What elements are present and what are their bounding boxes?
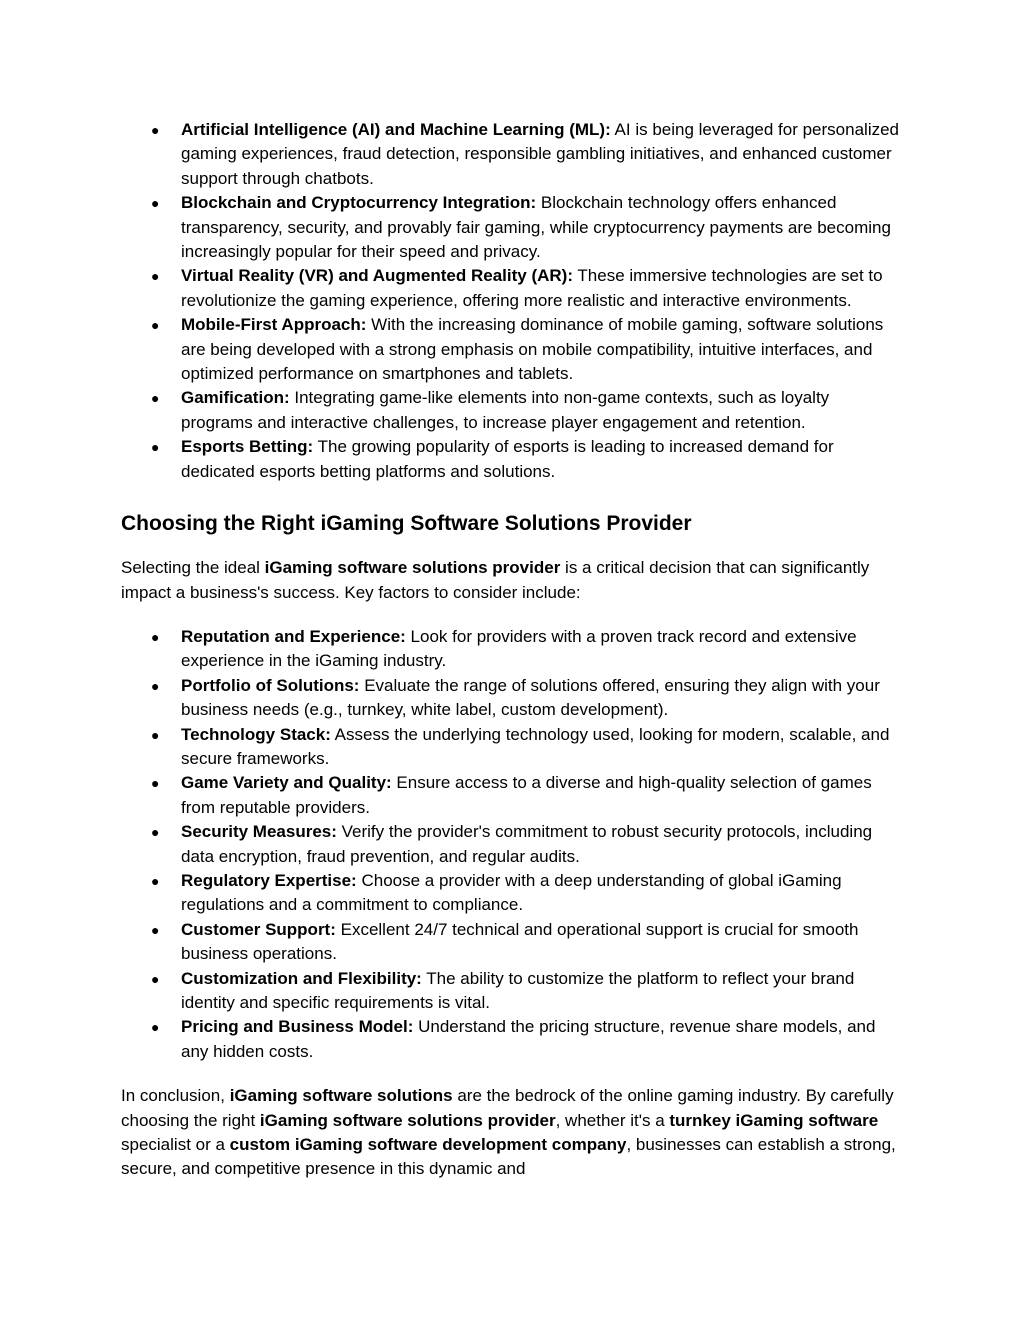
item-text: Understand the pricing structure, revenue share models, and any hidden costs. xyxy=(181,1017,876,1061)
list-item xyxy=(121,386,901,435)
list-item xyxy=(121,118,901,191)
bullet-icon: ● xyxy=(151,390,160,407)
bullet-icon: ● xyxy=(151,317,160,334)
bullet-icon: ● xyxy=(151,195,160,212)
item-text: Look for providers with a proven track record and extensive experience in the iGaming industry. xyxy=(181,626,857,671)
conclusion-text: are the bedrock of the online gaming industry. By carefully choosing the right xyxy=(121,1086,894,1130)
conclusion-bold: iGaming software solutions provider xyxy=(259,1110,556,1130)
list-item xyxy=(121,918,901,967)
bullet-icon: ● xyxy=(151,439,160,456)
item-term: Technology Stack: xyxy=(181,724,331,744)
item-text: Evaluate the range of solutions offered, ensuring they align with your business needs (e.g., turnkey, white label, custom development). xyxy=(181,675,880,720)
item-term: Portfolio of Solutions: xyxy=(181,675,360,695)
item-term: Mobile-First Approach: xyxy=(181,315,367,335)
bullet-icon: ● xyxy=(151,775,160,792)
bullet-icon: ● xyxy=(151,921,160,938)
item-text: Ensure access to a diverse and high-quality selection of games from reputable providers. xyxy=(181,773,872,817)
item-term: Artificial Intelligence (AI) and Machine Learning (ML): xyxy=(181,120,611,139)
bullet-icon: ● xyxy=(151,628,160,645)
list-item xyxy=(121,771,901,820)
list-item xyxy=(121,967,901,1016)
list-item xyxy=(121,1015,901,1064)
item-text: With the increasing dominance of mobile gaming, software solutions are being developed with a strong emphasis on mobile compatibility, intuitive interfaces, and optimized performance on smartphones and tablets. xyxy=(181,315,884,384)
conclusion-text: , businesses can establish a strong, secure, and competitive presence in this dynamic and xyxy=(121,1135,896,1179)
bullet-icon: ● xyxy=(151,268,160,285)
conclusion-text: specialist or a xyxy=(121,1135,230,1155)
item-text: The ability to customize the platform to reflect your brand identity and specific requirements is vital. xyxy=(181,968,855,1012)
item-text: Choose a provider with a deep understanding of global iGaming regulations and a commitment to compliance. xyxy=(181,870,842,915)
list-item xyxy=(121,435,901,484)
item-text: The growing popularity of esports is leading to increased demand for dedicated esports betting platforms and solutions. xyxy=(181,437,834,481)
bullet-icon: ● xyxy=(151,122,160,138)
item-term: Customization and Flexibility: xyxy=(181,968,422,988)
item-text: These immersive technologies are set to revolutionize the gaming experience, offering more realistic and interactive environments. xyxy=(181,266,883,310)
bullet-icon: ● xyxy=(151,1019,160,1036)
list-item xyxy=(121,723,901,772)
bullet-icon: ● xyxy=(151,872,160,889)
list-item xyxy=(121,674,901,723)
intro-paragraph xyxy=(121,556,901,605)
item-term: Pricing and Business Model: xyxy=(181,1017,414,1037)
item-term: Game Variety and Quality: xyxy=(181,773,392,793)
intro-text: Selecting the ideal xyxy=(121,558,265,578)
factors-list xyxy=(121,625,901,1064)
item-text: Verify the provider's commitment to robust security protocols, including data encryption, fraud prevention, and regular audits. xyxy=(181,822,873,866)
item-text: Excellent 24/7 technical and operational support is crucial for smooth business operations. xyxy=(181,919,859,964)
list-item xyxy=(121,869,901,918)
list-item xyxy=(121,820,901,869)
conclusion-bold: custom iGaming software development company xyxy=(229,1135,627,1155)
bullet-icon: ● xyxy=(151,970,160,987)
item-term: Regulatory Expertise: xyxy=(181,870,357,890)
conclusion-bold: iGaming software solutions xyxy=(229,1086,453,1106)
item-term: Gamification: xyxy=(181,388,290,408)
document-page xyxy=(121,118,901,1182)
intro-text: is a critical decision that can significantly impact a business's success. Key factors to consider include: xyxy=(121,558,870,602)
item-term: Virtual Reality (VR) and Augmented Reality (AR): xyxy=(181,266,573,286)
item-term: Customer Support: xyxy=(181,919,336,939)
list-item xyxy=(121,625,901,674)
item-text: Integrating game-like elements into non-game contexts, such as loyalty programs and interactive challenges, to increase player engagement and retention. xyxy=(181,388,830,432)
intro-bold: iGaming software solutions provider xyxy=(264,558,561,578)
section-heading: Choosing the Right iGaming Software Solutions Provider xyxy=(121,512,692,536)
item-term: Reputation and Experience: xyxy=(181,626,406,646)
item-text: Assess the underlying technology used, looking for modern, scalable, and secure frameworks. xyxy=(181,724,890,768)
bullet-icon: ● xyxy=(151,677,160,694)
list-item xyxy=(121,264,901,313)
item-term: Blockchain and Cryptocurrency Integration: xyxy=(181,193,537,213)
conclusion-paragraph xyxy=(121,1084,901,1182)
list-item xyxy=(121,191,901,264)
item-term: Esports Betting: xyxy=(181,437,314,457)
list-item xyxy=(121,313,901,386)
conclusion-bold: turnkey iGaming software xyxy=(669,1110,879,1130)
item-text: AI is being leveraged for personalized gaming experiences, fraud detection, responsible gambling initiatives, and enhanced customer support through chatbots. xyxy=(181,120,900,188)
bullet-icon: ● xyxy=(151,824,160,841)
trends-list xyxy=(121,118,901,484)
item-text: Blockchain technology offers enhanced transparency, security, and provably fair gaming, while cryptocurrency payments are becoming increasingly popular for their speed and privacy. xyxy=(181,193,891,262)
conclusion-text: , whether it's a xyxy=(555,1110,670,1130)
item-term: Security Measures: xyxy=(181,822,337,842)
bullet-icon: ● xyxy=(151,726,160,743)
conclusion-text: In conclusion, xyxy=(121,1086,230,1106)
